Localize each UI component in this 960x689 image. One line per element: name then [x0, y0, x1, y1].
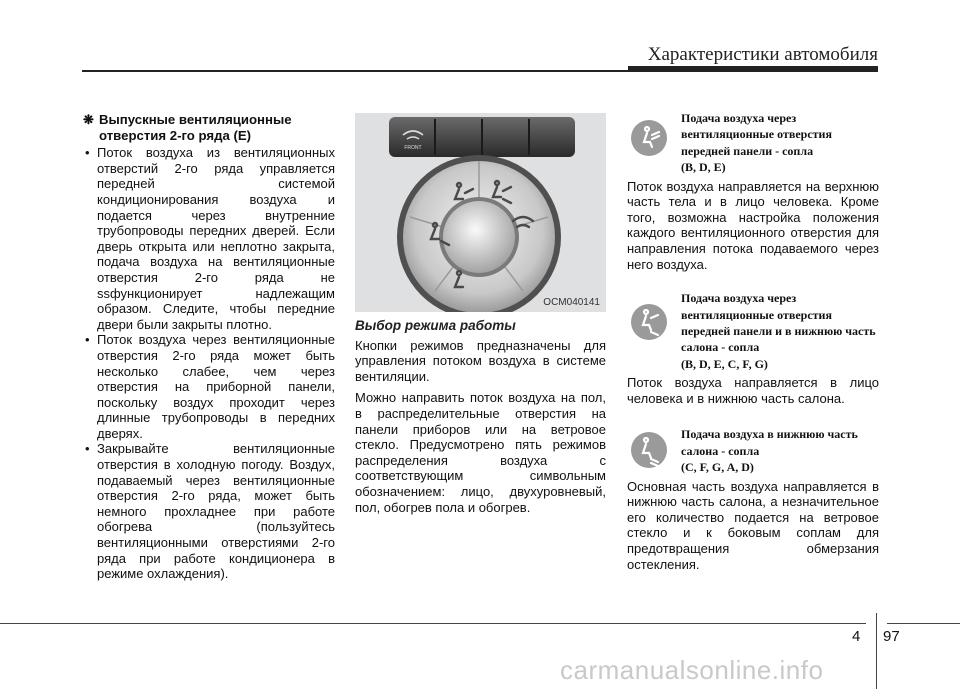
mode-face-codes: (B, D, E): [681, 160, 726, 175]
section-heading: [83, 112, 335, 143]
mode-bilevel: [627, 290, 879, 406]
footer-rule: [0, 623, 866, 624]
photo-code: OCM040141: [543, 297, 600, 308]
bullet-item-1: • Поток воздуха из вентиляционных отверстий 2-го ряда управляется передней системой кондиционирования воздуха и подается через внутренние трубопроводы передних дверей. Если дверь открыта или неплотно закрыта, подача воздуха на вентиляционные отверстия 2-го ряда не ssфункционирует надлежащим образом. Следите, чтобы передние двери были закрыты плотно.: [83, 145, 335, 332]
page-header-title: Характеристики автомобиля: [647, 44, 878, 65]
section-mark-icon: ❋: [83, 112, 95, 127]
subsection-title: Выбор режима работы: [355, 318, 516, 333]
column-right: [627, 110, 879, 572]
mode-control-photo: [355, 113, 606, 312]
mode-bilevel-desc: Поток воздуха направляется в лицо человека и в нижнюю часть салона.: [627, 375, 879, 406]
paragraph-2: Можно направить поток воздуха на пол, в распределительные отверстия на панели приборов или на ветровое стекло. Предусмотрено пять режимов распределения воздуха с соответствующим символьным обозначением: лицо, двухуровневый, пол, обогрев пола и обогрев.: [355, 390, 606, 515]
mode-floor-desc: Основная часть воздуха направляется в нижнюю часть салона, а незначительное его количество подается на ветровое стекло и к боковым соплам для предотвращения обмерзания остекления.: [627, 478, 879, 572]
chapter-number: 4: [852, 628, 861, 645]
footer-rule-right: [887, 623, 960, 624]
footer-divider: [876, 613, 877, 689]
bilevel-vent-icon: [631, 304, 667, 340]
mode-bilevel-title: [681, 290, 879, 372]
bullet-item-3: • Закрывайте вентиляционные отверстия в холодную погоду. Воздух, подаваемый через вентиляционные отверстия 2-го ряда, может быть немного прохладнее при работе обогрева (пользуйтесь вентиляционными отверстиями 2-го ряда при работе кондиционера в режиме охлаждения).: [83, 441, 335, 581]
mode-floor: [627, 426, 879, 572]
dial-knob: [443, 201, 515, 273]
watermark: carmanualsonline.info: [560, 655, 824, 685]
mode-bilevel-codes: (B, D, E, C, F, G): [681, 356, 768, 371]
face-vent-icon: [631, 120, 667, 156]
mode-floor-title-text: Подача воздуха в нижнюю часть салона - сопла: [681, 427, 858, 458]
mode-face-title-text: Подача воздуха через вентиляционные отверстия передней панели - сопла: [681, 111, 832, 158]
page-number: 97: [883, 628, 900, 645]
bullet-item-2: • Поток воздуха через вентиляционные отверстия 2-го ряда может быть несколько слабее, чем через отверстия на приборной панели, поскольку воздух проходит через длинные трубопроводы в передних дверях.: [83, 332, 335, 441]
column-middle: [355, 318, 606, 521]
mode-dial-illustration: [355, 113, 606, 312]
header-rule-accent: [628, 66, 878, 72]
mode-bilevel-title-text: Подача воздуха через вентиляционные отверстия передней панели и в нижнюю часть салона - сопла: [681, 291, 876, 355]
front-label: FRONT: [404, 145, 422, 151]
mode-face-desc: Поток воздуха направляется на верхнюю часть тела и в лицо человека. Кроме того, возможна настройка положения каждого вентиляционного отверстия для направления потока подаваемого через него воздуха.: [627, 178, 879, 272]
bullet-list: [83, 145, 335, 582]
column-left: [83, 112, 335, 582]
paragraph-1: Кнопки режимов предназначены для управления потоком воздуха в системе вентиляции.: [355, 337, 606, 384]
mode-face-title: [681, 110, 879, 176]
mode-floor-codes: (C, F, G, A, D): [681, 460, 754, 475]
floor-vent-icon: [631, 432, 667, 468]
mode-face: [627, 110, 879, 272]
mode-floor-title: [681, 426, 879, 475]
section-title: Выпускные вентиляционные отверстия 2-го ряда (E): [99, 112, 292, 143]
